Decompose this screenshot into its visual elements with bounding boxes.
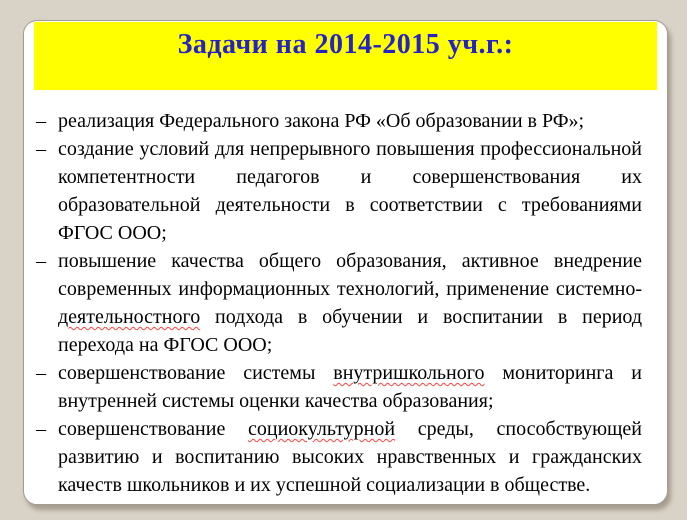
bullet-dash-marker: – <box>36 418 46 440</box>
bullet-text: создание условий для непрерывного повышения профессиональной компетентности педагогов и совершенствования их образовательной деятельности в соответствии с требованиями ФГОС ООО; <box>58 138 642 244</box>
bullet-dash-marker: – <box>36 110 46 132</box>
bullet-item <box>36 107 642 135</box>
slide-title: Задачи на 2014-2015 уч.г.: <box>177 29 514 60</box>
bullet-text: повышение качества общего образования, активное внедрение современных информационных технологий, применение системно- <box>58 250 642 300</box>
bullet-text: совершенствование системы <box>58 362 334 384</box>
bullet-item <box>36 247 642 359</box>
slide-card <box>23 20 668 505</box>
bullet-list <box>36 107 642 499</box>
bullet-text: реализация Федерального закона РФ «Об образовании в РФ»; <box>58 110 585 132</box>
title-banner <box>34 22 657 90</box>
misspelled-word: деятельностного <box>58 306 201 328</box>
misspelled-word: социокультурной <box>248 418 396 440</box>
bullet-dash-marker: – <box>36 250 46 272</box>
misspelled-word: внутришкольного <box>333 362 485 384</box>
bullet-item <box>36 415 642 499</box>
bullet-text: среды, способствующей развитию и воспитанию высоких нравственных и гражданских качеств школьников и их успешной социализации в обществе. <box>58 418 642 496</box>
bullet-text: совершенствование <box>58 418 249 440</box>
bullet-item <box>36 359 642 415</box>
bullet-text: мониторинга и внутренней системы оценки качества образования; <box>58 362 642 412</box>
bullet-text: подхода в обучении и воспитании в период перехода на ФГОС ООО; <box>58 306 642 356</box>
bullet-item <box>36 135 642 247</box>
bullet-dash-marker: – <box>36 138 46 160</box>
bullet-dash-marker: – <box>36 362 46 384</box>
